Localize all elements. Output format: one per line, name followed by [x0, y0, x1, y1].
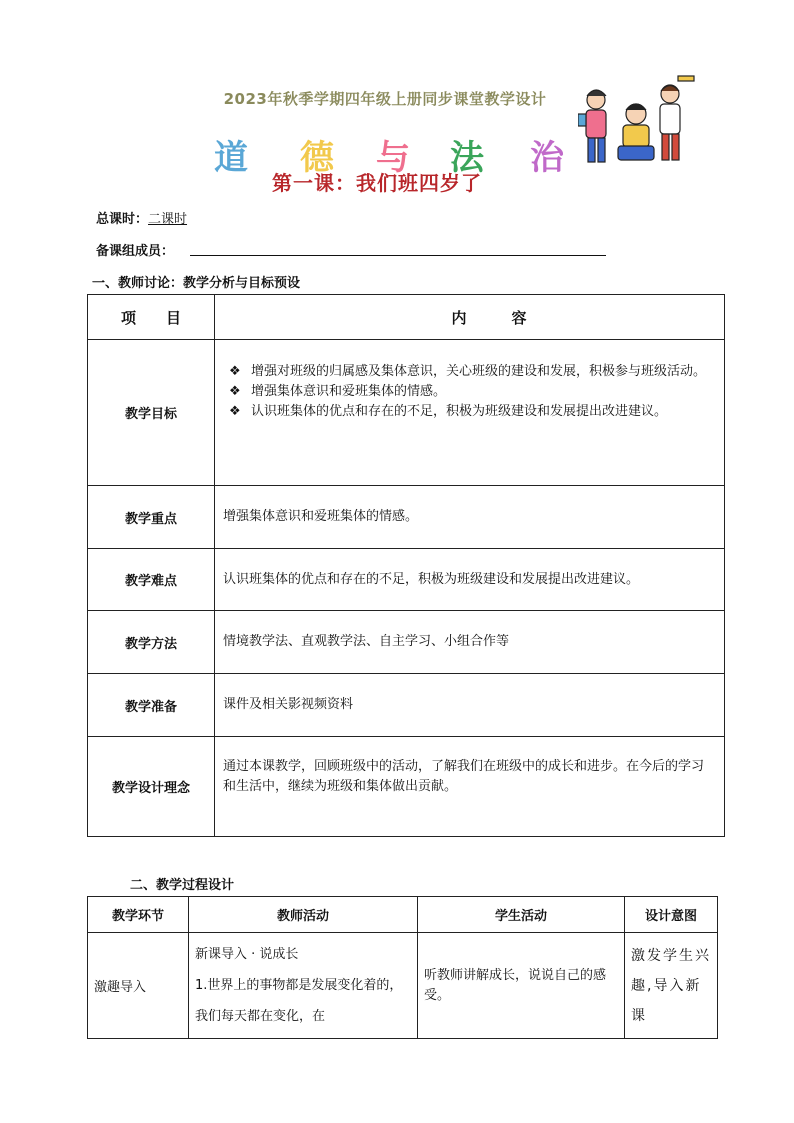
- teacher-line: 1.世界上的事物都是发展变化着的，我们每天都在变化，在: [195, 978, 403, 1024]
- row-content: 通过本课教学，回顾班级中的活动，了解我们在班级中的成长和进步。在今后的学习和生活中，继续为班级和集体做出贡献。: [215, 737, 725, 837]
- col-student-header: 学生活动: [418, 897, 625, 933]
- process-table-header: [88, 897, 718, 933]
- subject-char-2: 德: [300, 138, 334, 178]
- team-members-label: 备课组成员：: [96, 244, 175, 259]
- diamond-bullet-icon: ❖: [229, 404, 241, 419]
- students-illustration: [578, 70, 696, 170]
- diamond-bullet-icon: ❖: [229, 384, 241, 399]
- list-item: ❖ 认识班集体的优点和存在的不足，积极为班级建设和发展提出改进建议。: [223, 402, 716, 422]
- stage-cell: 激趣导入: [88, 933, 189, 1039]
- row-label: 教学准备: [88, 674, 215, 737]
- table-row: [88, 737, 725, 837]
- row-label: 教学目标: [88, 340, 215, 486]
- row-content: 课件及相关影视频资料: [215, 674, 725, 737]
- teacher-line: 新课导入 · 说成长: [195, 947, 299, 962]
- table-row: [88, 933, 718, 1039]
- process-table: [87, 896, 718, 1039]
- subject-char-4: 法: [450, 138, 484, 178]
- analysis-table-header: [88, 295, 725, 340]
- total-hours: [96, 208, 187, 227]
- col-intent-header: 设计意图: [625, 897, 718, 933]
- row-label: 教学设计理念: [88, 737, 215, 837]
- table-row: [88, 549, 725, 611]
- row-label: 教学重点: [88, 486, 215, 549]
- row-content: 情境教学法、直观教学法、自主学习、小组合作等: [215, 611, 725, 674]
- subject-char-5: 治: [530, 138, 564, 178]
- teacher-activity-cell: [189, 933, 418, 1039]
- analysis-table: [87, 294, 725, 837]
- total-hours-label: 总课时：: [96, 212, 149, 227]
- row-content: 认识班集体的优点和存在的不足，积极为班级建设和发展提出改进建议。: [215, 549, 725, 611]
- row-label: 教学方法: [88, 611, 215, 674]
- table-row: [88, 486, 725, 549]
- table-row: [88, 611, 725, 674]
- list-item: ❖ 增强集体意识和爱班集体的情感。: [223, 382, 716, 402]
- subject-char-3: 与: [376, 138, 410, 178]
- design-intent-cell: 激发学生兴趣,导入新课: [625, 933, 718, 1039]
- row-content: [215, 340, 725, 486]
- list-item: ❖ 增强对班级的归属感及集体意识，关心班级的建设和发展，积极参与班级活动。: [223, 362, 716, 382]
- row-label: 教学难点: [88, 549, 215, 611]
- diamond-bullet-icon: ❖: [229, 364, 241, 379]
- subject-char-1: 道: [214, 138, 248, 178]
- col-stage-header: 教学环节: [88, 897, 189, 933]
- col-teacher-header: 教师活动: [189, 897, 418, 933]
- table-row: [88, 340, 725, 486]
- col-content-header: 内 容: [215, 295, 725, 340]
- total-hours-value: 二课时: [148, 212, 188, 227]
- section2-title: 二、教学过程设计: [130, 878, 235, 893]
- lesson-title: 第一课：我们班四岁了: [272, 171, 482, 195]
- table-row: [88, 674, 725, 737]
- team-members-blank[interactable]: [190, 255, 606, 256]
- team-members: [96, 240, 174, 259]
- objectives-list: [223, 362, 716, 422]
- series-title: 2023年秋季学期四年级上册同步课堂教学设计: [223, 90, 547, 108]
- col-item-header: 项 目: [88, 295, 215, 340]
- student-activity-cell: 听教师讲解成长，说说自己的感受。: [418, 933, 625, 1039]
- section1-title: 一、教师讨论：教学分析与目标预设: [92, 276, 301, 291]
- row-content: 增强集体意识和爱班集体的情感。: [215, 486, 725, 549]
